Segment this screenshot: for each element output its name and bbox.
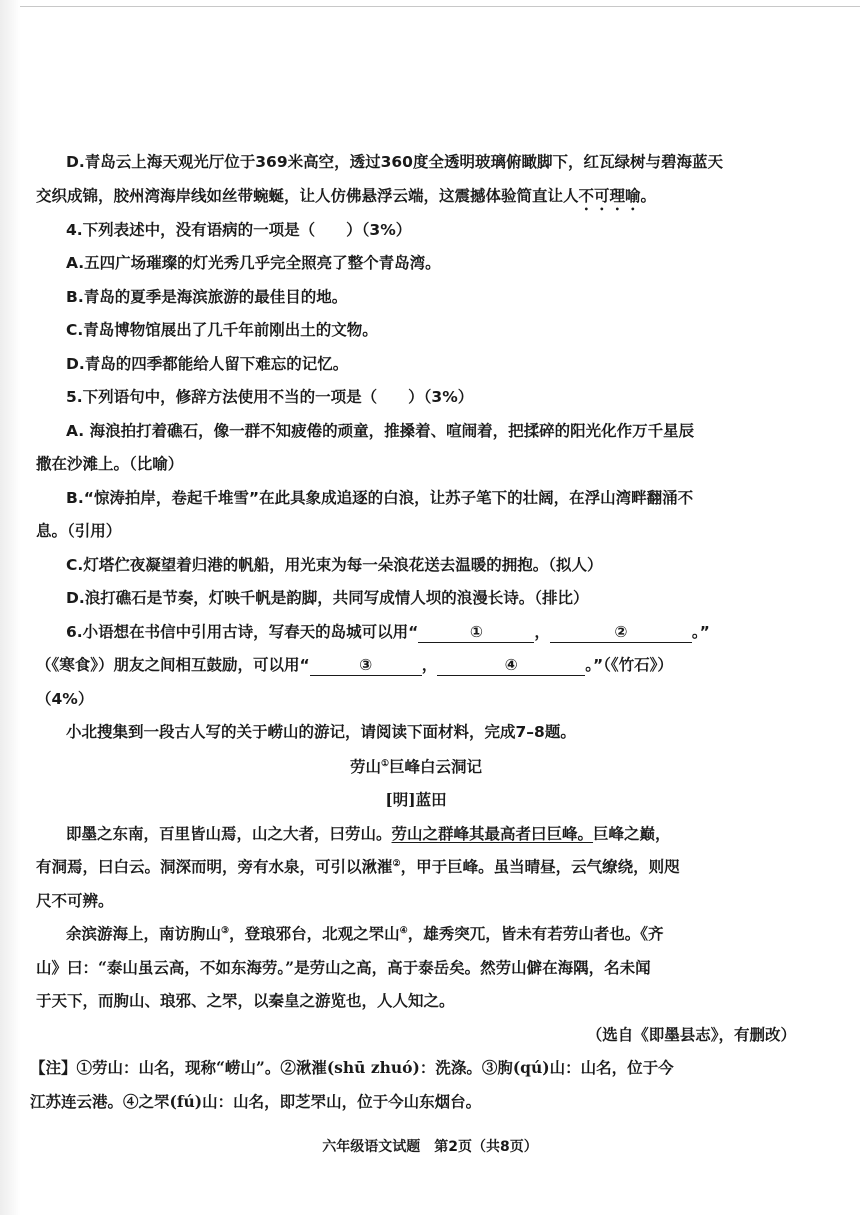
- passage-source: （选自《即墨县志》，有删改）: [586, 1024, 796, 1044]
- answer-blank-1[interactable]: ①: [418, 622, 534, 643]
- passage-title: 劳山①巨峰白云洞记: [349, 756, 483, 776]
- q6-score: （4%）: [36, 689, 94, 708]
- q4-option-a: A.五四广场璀璨的灯光秀几乎完全照亮了整个青岛湾。: [66, 254, 441, 272]
- passage-p2-line3: 于天下，而朐山、琅邪、之罘，以秦皇之游览也，人人知之。: [36, 991, 455, 1010]
- underlined-sentence: 劳山之群峰其最高者曰巨峰。: [391, 823, 594, 843]
- scan-left-edge: [0, 0, 20, 1215]
- passage-p1-line3: 尺不可辨。: [36, 890, 114, 910]
- q5-option-a-line1: A. 海浪拍打着礁石，像一群不知疲倦的顽童，推搡着、喧闹着，把揉碎的阳光化作万千星辰: [66, 421, 695, 440]
- top-border-line: [0, 6, 860, 7]
- q4-option-c: C.青岛博物馆展出了几千年前刚出土的文物。: [66, 321, 378, 339]
- passage-p1-line1: 即墨之东南，百里皆山焉，山之大者，曰劳山。劳山之群峰其最高者曰巨峰。巨峰之巅，: [66, 823, 671, 843]
- passage-p2-line2: 山》曰：“泰山虽云高，不如东海劳。”是劳山之高，高于泰岳矣。然劳山僻在海隅，名未闻: [36, 957, 651, 977]
- q4-option-d: D.青岛的四季都能给人留下难忘的记忆。: [66, 354, 349, 373]
- q4-option-b: B.青岛的夏季是海滨旅游的最佳目的地。: [66, 287, 348, 306]
- passage-author: [明]蓝田: [385, 790, 447, 809]
- q5-option-a-line2: 撒在沙滩上。（比喻）: [36, 455, 184, 473]
- q6-line2: （《寒食》）朋友之间相互鼓励，可以用“ ③ ， ④ 。”（《竹石》）: [36, 656, 673, 674]
- q3-option-d-line1: D.青岛云上海天观光厅位于369米高空，透过360度全透明玻璃俯瞰脚下，红瓦绿树与碧海蓝天: [66, 153, 723, 171]
- reading-intro: 小北搜集到一段古人写的关于崂山的游记，请阅读下面材料，完成7–8题。: [66, 723, 576, 741]
- answer-blank-4[interactable]: ④: [437, 655, 585, 676]
- answer-blank-3[interactable]: ③: [310, 655, 422, 676]
- q4-stem: 4.下列表述中，没有语病的一项是（ ）（3%）: [66, 220, 412, 239]
- q3-option-d-line2: 交织成锦，胶州湾海岸线如丝带蜿蜒，让人仿佛悬浮云端，这震撼体验简直让人不可理喻。: [36, 186, 657, 205]
- passage-p2-line1: 余滨游海上，南访朐山③，登琅邪台，北观之罘山④，雄秀突兀，皆未有若劳山者也。《齐: [66, 924, 664, 943]
- passage-p1-line2: 有洞焉，曰白云。洞深而明，旁有水泉，可引以湫漼②，甲于巨峰。虽当晴昼，云气缭绕，则咫: [36, 857, 680, 876]
- q5-option-c: C.灯塔伫夜凝望着归港的帆船，用光束为每一朵浪花送去温暖的拥抱。（拟人）: [66, 555, 603, 574]
- q5-option-d: D.浪打礁石是节奏，灯映千帆是韵脚，共同写成情人坝的浪漫长诗。（排比）: [66, 589, 589, 607]
- answer-blank-2[interactable]: ②: [550, 622, 692, 643]
- q5-stem: 5.下列语句中，修辞方法使用不当的一项是（ ）（3%）: [66, 388, 474, 406]
- exam-page: [30, 146, 796, 1118]
- page-footer: 六年级语文试题 第2页（共8页）: [322, 1139, 538, 1155]
- q6-line1: 6.小语想在书信中引用古诗，写春天的岛城可以用“ ① ， ② 。”: [66, 622, 710, 641]
- q5-option-b-line2: 息。（引用）: [36, 522, 122, 540]
- notes-line2: 江苏连云港。④之罘(fú)山：山名，即芝罘山，位于今山东烟台。: [30, 1091, 482, 1111]
- notes-line1: 【注】①劳山：山名，现称“崂山”。②湫漼(shū zhuó)：洗涤。③朐(qú)山：山名，位于今: [30, 1058, 674, 1077]
- emphasized-phrase: 不可理喻: [578, 186, 641, 205]
- q5-option-b-line1: B.“惊涛拍岸，卷起千堆雪”在此具象成追逐的白浪，让苏子笔下的壮阔，在浮山湾畔翻涌不: [66, 488, 694, 507]
